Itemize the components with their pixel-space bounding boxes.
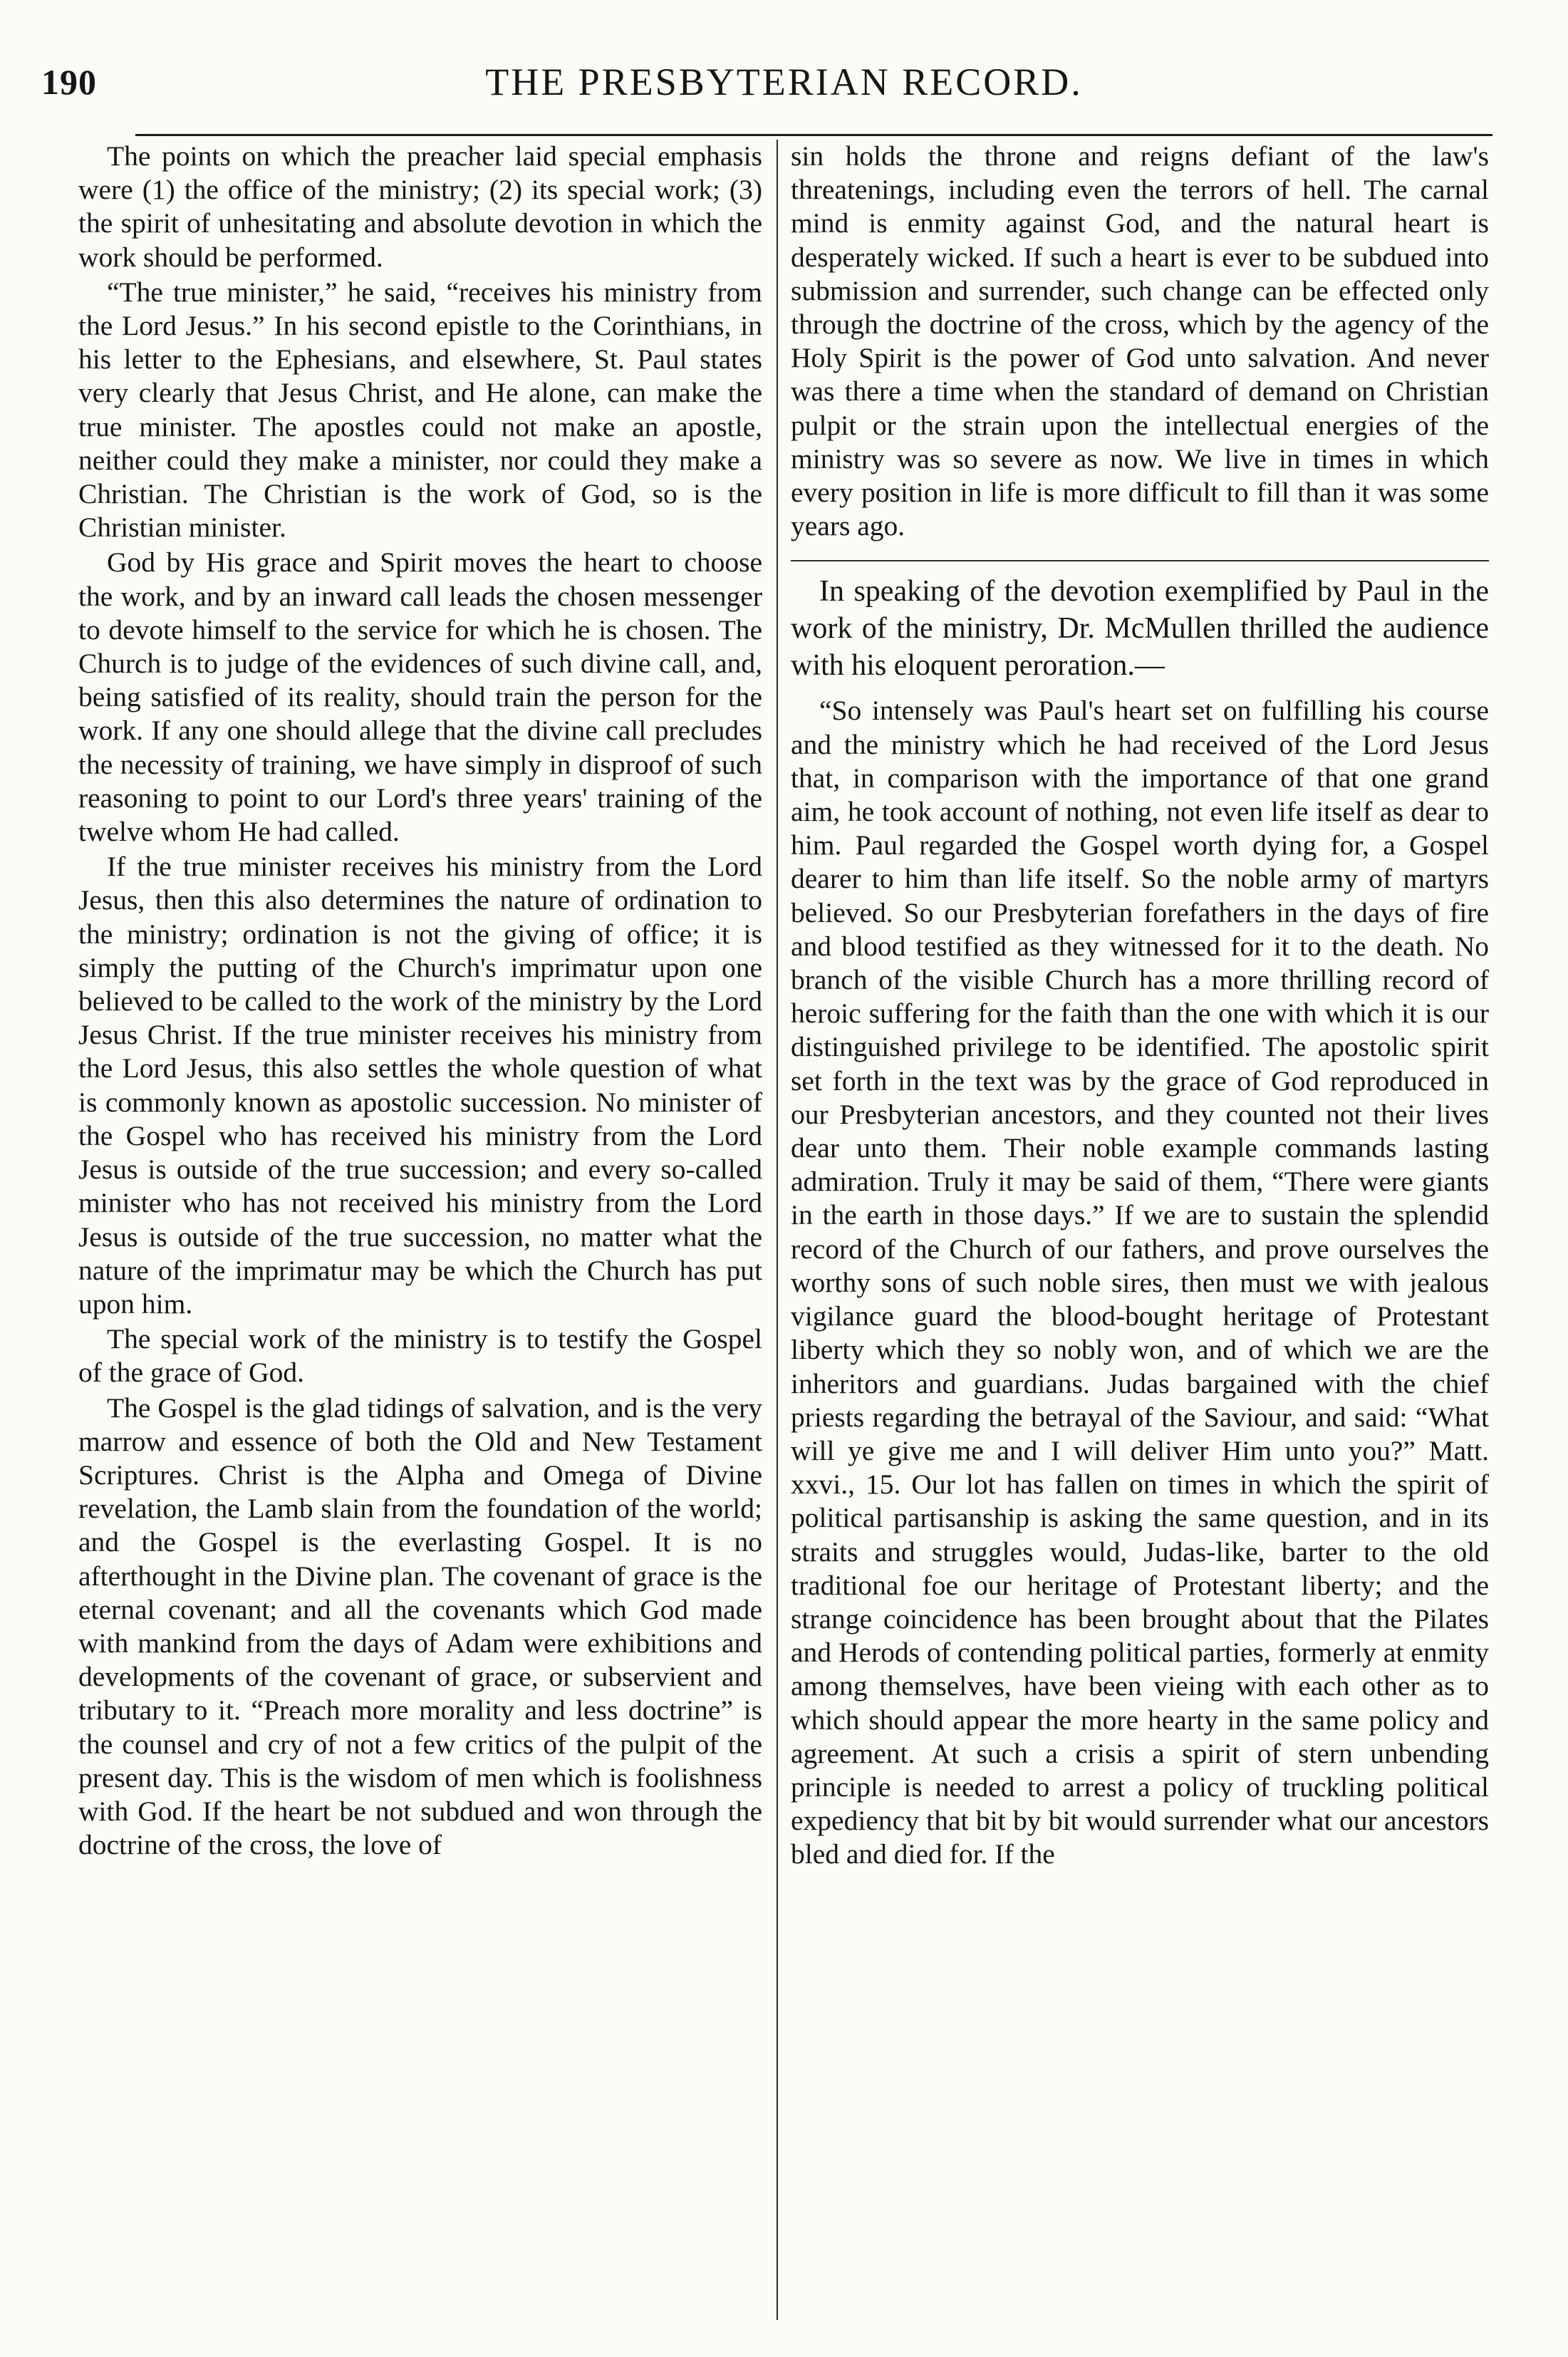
right-column xyxy=(791,140,1489,1873)
paragraph: The points on which the preacher laid special emphasis were (1) the office of the ministry; (2) its special work; (3) the spirit of unhesitating and absolute devotion in which the work should be performed. xyxy=(78,140,762,273)
paragraph: The special work of the ministry is to testify the Gospel of the grace of God. xyxy=(78,1323,762,1389)
paragraph: God by His grace and Spirit moves the heart to choose the work, and by an inward call leads the chosen messenger to devote himself to the service for which he is chosen. The Church is to judge of the evidences of such divine call, and, being satisfied of its reality, should train the person for the work. If any one should allege that the divine call precludes the necessity of training, we have simply in disproof of such reasoning to point to our Lord's three years' training of the twelve whom He had called. xyxy=(78,546,762,848)
paragraph: The Gospel is the glad tidings of salvation, and is the very marrow and essence of both the Old and New Testament Scriptures. Christ is the Alpha and Omega of Divine revelation, the Lamb slain from the foundation of the world; and the Gospel is the everlasting Gospel. It is no afterthought in the Divine plan. The covenant of grace is the eternal covenant; and all the covenants which God made with mankind from the days of Adam were exhibitions and developments of the covenant of grace, or subservient and tributary to it. “Preach more morality and less doctrine” is the counsel and cry of not a few critics of the pulpit of the present day. This is the wisdom of men which is foolishness with God. If the heart be not subdued and won through the doctrine of the cross, the love of xyxy=(78,1392,762,1861)
paragraph: sin holds the throne and reigns defiant of the law's threatenings, including even the terrors of hell. The carnal mind is enmity against God, and the natural heart is desperately wicked. If such a heart is ever to be subdued into submission and surrender, such change can be effected only through the doctrine of the cross, which by the agency of the Holy Spirit is the power of God unto salvation. And never was there a time when the standard of demand on Christian pulpit or the strain upon the intellectual energies of the ministry was so severe as now. We live in times in which every position in life is more difficult to fill than it was some years ago. xyxy=(791,140,1489,542)
header-rule xyxy=(135,134,1492,136)
paragraph: In speaking of the devotion exemplified by Paul in the work of the ministry, Dr. McMullen thrilled the audience with his eloquent peroration.— xyxy=(791,560,1489,684)
paragraph: “The true minister,” he said, “receives his ministry from the Lord Jesus.” In his second epistle to the Corinthians, in his letter to the Ephesians, and elsewhere, St. Paul states very clearly that Jesus Christ, and He alone, can make the true minister. The apostles could not make an apostle, neither could they make a minister, nor could they make a Christian. The Christian is the work of God, so is the Christian minister. xyxy=(78,276,762,544)
column-divider xyxy=(777,140,778,2320)
running-head-title: THE PRESBYTERIAN RECORD. xyxy=(485,61,1083,103)
page-number: 190 xyxy=(41,62,97,102)
left-column xyxy=(78,140,762,1863)
paragraph: If the true minister receives his ministry from the Lord Jesus, then this also determines the nature of ordination to the ministry; ordination is not the giving of office; it is simply the putting of the Church's imprimatur upon one believed to be called to the work of the ministry by the Lord Jesus Christ. If the true minister receives his ministry from the Lord Jesus, this also settles the whole question of what is commonly known as apostolic succession. No minister of the Gospel who has received his ministry from the Lord Jesus is outside of the true succession; and every so-called minister who has not received his ministry from the Lord Jesus is outside of the true succession, no matter what the nature of the imprimatur may be which the Church has put upon him. xyxy=(78,851,762,1320)
paragraph: “So intensely was Paul's heart set on fulfilling his course and the ministry which he had received of the Lord Jesus that, in comparison with the importance of that one grand aim, he took account of nothing, not even life itself as dear to him. Paul regarded the Gospel worth dying for, a Gospel dearer to him than life itself. So the noble army of martyrs believed. So our Presbyterian forefathers in the days of fire and blood testified as they witnessed for it to the death. No branch of the visible Church has a more thrilling record of heroic suffering for the faith than the one with which it is our distinguished privilege to be identified. The apostolic spirit set forth in the text was by the grace of God reproduced in our Presbyterian ancestors, and they counted not their lives dear unto them. Their noble example commands lasting admiration. Truly it may be said of them, “There were giants in the earth in those days.” If we are to sustain the splendid record of the Church of our fathers, and prove ourselves the worthy sons of such noble sires, then must we with jealous vigilance guard the blood-bought heritage of Protestant liberty which they so nobly won, and of which we are the inheritors and guardians. Judas bargained with the chief priests regarding the betrayal of the Saviour, and said: “What will ye give me and I will deliver Him unto you?” Matt. xxvi., 15. Our lot has fallen on times in which the spirit of political partisanship is asking the same question, and in its straits and struggles would, Judas-like, barter to the old traditional foe our heritage of Protestant liberty; and the strange coincidence has been brought about that the Pilates and Herods of contending political parties, formerly at enmity among themselves, have been vieing with each other as to which should appear the more hearty in the same policy and agreement. At such a crisis a spirit of stern unbending principle is needed to arrest a policy of truckling political expediency that bit by bit would surrender what our ancestors bled and died for. If the xyxy=(791,695,1489,1870)
